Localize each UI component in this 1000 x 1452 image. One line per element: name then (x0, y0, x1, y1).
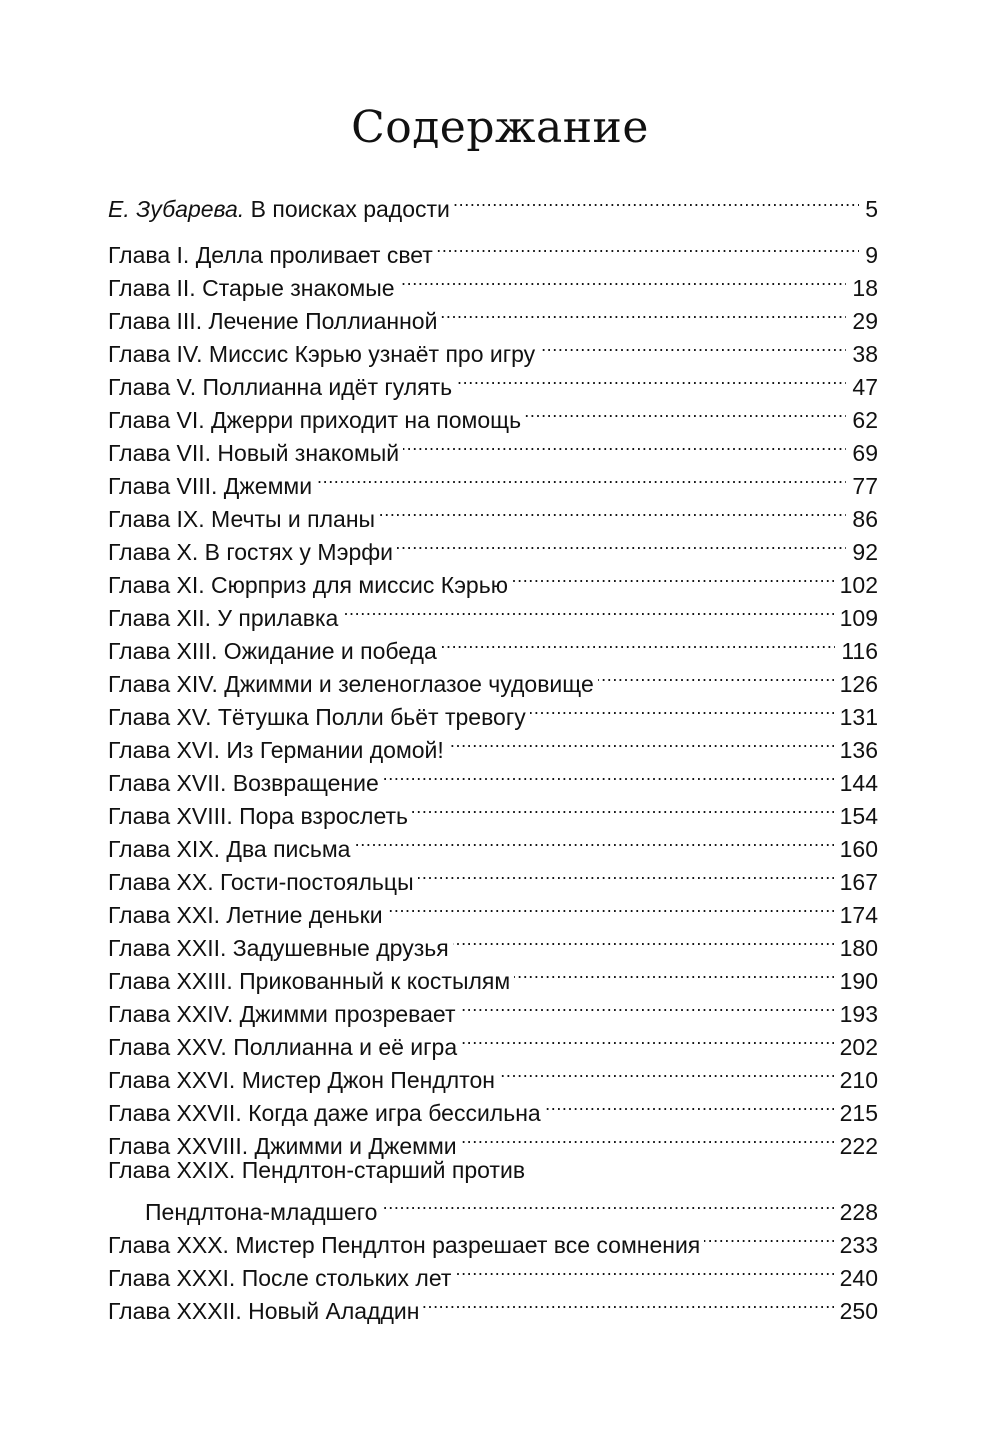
toc-page-number: 9 (865, 242, 878, 268)
dot-leader (448, 725, 834, 758)
toc-entry-label: Глава XIII. Ожидание и победа (108, 638, 437, 664)
toc-entry-label: Глава X. В гостях у Мэрфи (108, 539, 394, 565)
toc-entry-label: Глава V. Поллианна идёт гулять (108, 374, 453, 400)
toc-page-number: 116 (841, 638, 878, 664)
toc-entry-label: Глава XXII. Задушевные друзья (108, 935, 449, 961)
toc-entry-label: Глава XXI. Летние деньки (108, 902, 383, 928)
toc-entry-label: Глава XVII. Возвращение (108, 770, 379, 796)
toc-page-number: 144 (839, 770, 878, 796)
dot-leader (381, 1187, 833, 1220)
dot-leader (704, 1220, 833, 1253)
toc-page-number: 77 (852, 473, 878, 499)
toc-page-number: 136 (839, 737, 878, 763)
toc-page-number: 102 (839, 572, 878, 598)
dot-leader (514, 956, 833, 989)
toc-page-number: 131 (839, 704, 878, 730)
toc-page-number: 38 (852, 341, 878, 367)
toc-entry-label: Глава XII. У прилавка (108, 605, 339, 631)
toc-entry-label: Глава XXXI. После стольких лет (108, 1265, 452, 1291)
toc-page-number: 86 (852, 506, 878, 532)
toc-page-number: 92 (852, 539, 878, 565)
toc-entry-chapter-29-line-2 (108, 1187, 878, 1225)
dot-leader (354, 824, 833, 857)
toc-page-number: 18 (852, 275, 878, 301)
toc-entry-label: Глава VIII. Джемми (108, 473, 313, 499)
dot-leader (399, 263, 847, 296)
toc-page-number: 69 (852, 440, 878, 466)
dot-leader (512, 560, 834, 593)
toc-entry-label: Глава I. Делла проливает свет (108, 242, 433, 268)
dot-leader (455, 1253, 833, 1286)
toc-page-number: 160 (839, 836, 878, 862)
preface-title: В поисках радости (250, 196, 450, 222)
toc-page-number: 126 (839, 671, 878, 697)
toc-preface-entry (108, 184, 878, 222)
toc-page-number: 190 (839, 968, 878, 994)
toc-page-number: 109 (839, 605, 878, 631)
toc-page-number: 250 (839, 1298, 878, 1324)
toc-entry-chapter-29-line-1 (108, 1154, 878, 1187)
toc-entry-label: Глава XVIII. Пора взрослеть (108, 803, 408, 829)
toc-entry-label: Глава XXX. Мистер Пендлтон разрешает все сомнения (108, 1232, 701, 1258)
dot-leader (403, 428, 846, 461)
toc-entry-label (108, 193, 450, 226)
dot-leader (423, 1286, 833, 1319)
dot-leader (437, 230, 859, 263)
dot-leader (387, 890, 834, 923)
toc-entry-label: Глава XXVIII. Джимми и Джемми (108, 1133, 457, 1159)
dot-leader (397, 527, 846, 560)
dot-leader (461, 1121, 834, 1154)
dot-leader (454, 184, 859, 217)
toc-page-number: 154 (839, 803, 878, 829)
page-title: Содержание (351, 102, 649, 153)
toc-page-number: 240 (839, 1265, 878, 1291)
toc-entry-label: Глава XX. Гости-постояльцы (108, 869, 414, 895)
toc-entry-label: Глава XXVI. Мистер Джон Пендлтон (108, 1067, 495, 1093)
toc-entry (108, 230, 878, 268)
dot-leader (456, 362, 846, 395)
toc-page-number: 167 (839, 869, 878, 895)
dot-leader (379, 494, 846, 527)
toc-page-number: 5 (865, 196, 878, 222)
toc-entry-label: Глава XXXII. Новый Аладдин (108, 1298, 420, 1324)
toc-page-number: 210 (839, 1067, 878, 1093)
toc-page-number: 202 (839, 1034, 878, 1060)
dot-leader (383, 758, 834, 791)
dot-leader (342, 593, 833, 626)
dot-leader (453, 923, 834, 956)
toc-entry-label: Глава VII. Новый знакомый (108, 440, 400, 466)
toc-page-number: 193 (839, 1001, 878, 1027)
dot-leader (441, 296, 846, 329)
toc-entry-label: Глава XIV. Джимми и зеленоглазое чудовище (108, 671, 594, 697)
dot-leader (441, 626, 836, 659)
dot-leader (530, 692, 834, 725)
dot-leader (412, 791, 834, 824)
toc-page-number: 47 (852, 374, 878, 400)
toc-page-number: 174 (839, 902, 878, 928)
dot-leader (418, 857, 834, 890)
preface-author: Е. Зубарева. (108, 196, 245, 222)
toc-entry-label: Глава XXV. Поллианна и её игра (108, 1034, 458, 1060)
toc-entry-label: Глава II. Старые знакомые (108, 275, 395, 301)
dot-leader (598, 659, 834, 692)
toc-entry-label: Глава IV. Миссис Кэрью узнаёт про игру (108, 341, 536, 367)
dot-leader (461, 1022, 834, 1055)
toc-page-number: 233 (839, 1232, 878, 1258)
toc-entry-label: Глава XXVII. Когда даже игра бессильна (108, 1100, 541, 1126)
dot-leader (539, 329, 846, 362)
toc-entry-label: Глава XXIV. Джимми прозревает (108, 1001, 456, 1027)
toc-entry-label: Глава XVI. Из Германии домой! (108, 737, 444, 763)
toc-page-number: 180 (839, 935, 878, 961)
toc-entry-label: Глава III. Лечение Поллианной (108, 308, 438, 334)
toc-entry-label-continued: Пендлтона-младшего (145, 1199, 378, 1225)
toc-entry-label: Глава XV. Тётушка Полли бьёт тревогу (108, 704, 526, 730)
toc-entry-label: Глава VI. Джерри приходит на помощь (108, 407, 522, 433)
toc-page-number: 228 (839, 1199, 878, 1225)
dot-leader (316, 461, 846, 494)
toc-page-number: 222 (839, 1133, 878, 1159)
dot-leader (499, 1055, 834, 1088)
toc-page-number: 62 (852, 407, 878, 433)
toc-page-number: 215 (839, 1100, 878, 1126)
table-of-contents (108, 184, 878, 1324)
dot-leader (545, 1088, 834, 1121)
toc-entry-label: Глава IX. Мечты и планы (108, 506, 376, 532)
toc-page-number: 29 (852, 308, 878, 334)
toc-entry-label: Глава XI. Сюрприз для миссис Кэрью (108, 572, 508, 598)
toc-entry-label: Глава XIX. Два письма (108, 836, 351, 862)
dot-leader (460, 989, 834, 1022)
toc-entry-label: Глава XXIII. Прикованный к костылям (108, 968, 511, 994)
toc-entry-label: Глава XXIX. Пендлтон-старший против (108, 1157, 526, 1183)
dot-leader (525, 395, 846, 428)
